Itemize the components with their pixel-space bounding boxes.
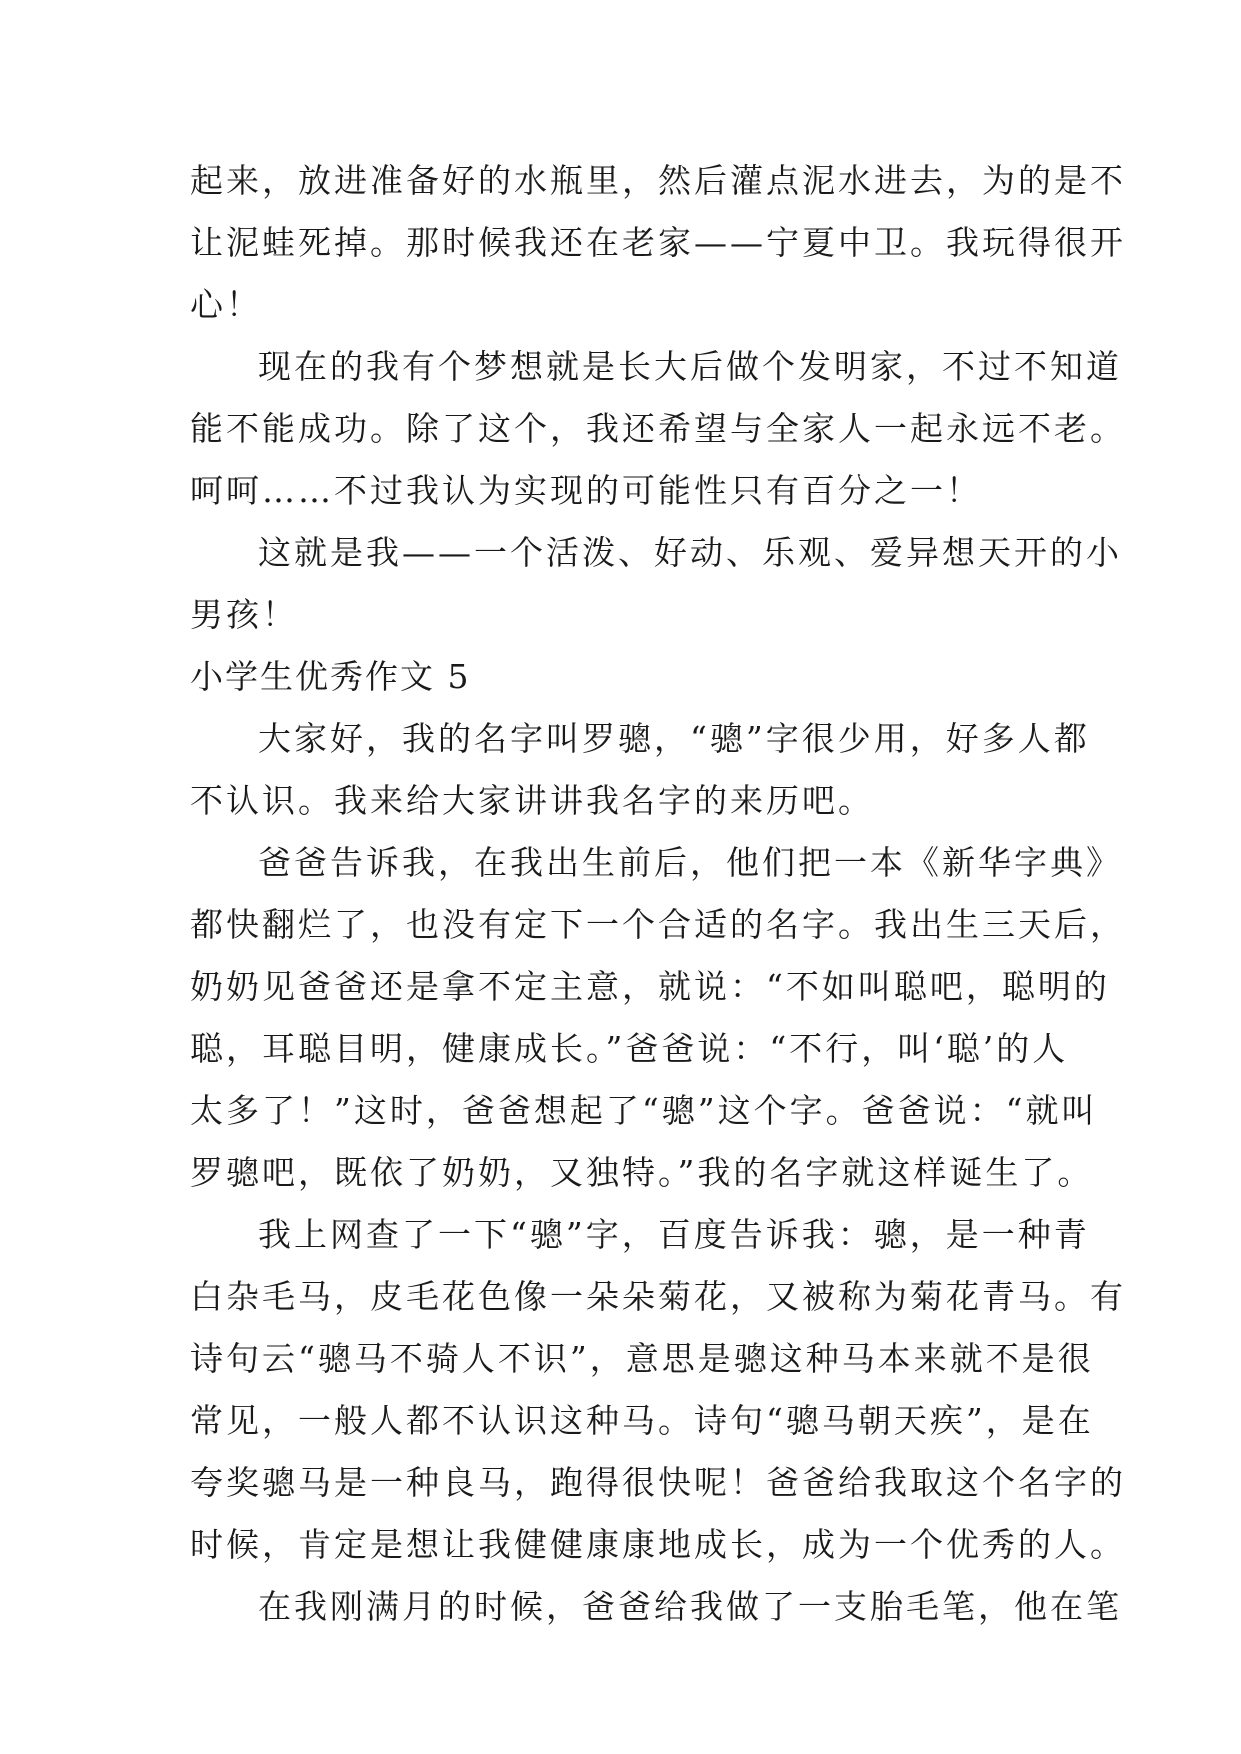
- text-line: 诗句云“骢马不骑人不识”，意思是骢这种马本来就不是很: [190, 1339, 1094, 1378]
- text-line: 呵呵……不过我认为实现的可能性只有百分之一！: [190, 471, 982, 510]
- text-line: 都快翻烂了，也没有定下一个合适的名字。我出生三天后，: [190, 905, 1126, 944]
- section-heading: 小学生优秀作文 5: [190, 657, 471, 696]
- paragraph-start-line: 大家好，我的名字叫罗骢，“骢”字很少用，好多人都: [258, 719, 1090, 758]
- text-line: 奶奶见爸爸还是拿不定主意，就说：“不如叫聪吧，聪明的: [190, 967, 1110, 1006]
- paragraph-start-line: 爸爸告诉我，在我出生前后，他们把一本《新华字典》: [258, 843, 1122, 882]
- text-line: 聪，耳聪目明，健康成长。”爸爸说：“不行，叫‘聪’的人: [190, 1029, 1069, 1068]
- text-line: 罗骢吧，既依了奶奶，又独特。”我的名字就这样诞生了。: [190, 1153, 1094, 1192]
- text-line: 能不能成功。除了这个，我还希望与全家人一起永远不老。: [190, 409, 1126, 448]
- paragraph-start-line: 我上网查了一下“骢”字，百度告诉我：骢，是一种青: [258, 1215, 1090, 1254]
- text-line: 让泥蛙死掉。那时候我还在老家——宁夏中卫。我玩得很开: [190, 223, 1126, 262]
- text-line: 不认识。我来给大家讲讲我名字的来历吧。: [190, 781, 874, 820]
- text-line: 白杂毛马，皮毛花色像一朵朵菊花，又被称为菊花青马。有: [190, 1277, 1126, 1316]
- text-line: 起来，放进准备好的水瓶里，然后灌点泥水进去，为的是不: [190, 161, 1126, 200]
- text-line: 太多了！”这时，爸爸想起了“骢”这个字。爸爸说：“就叫: [190, 1091, 1098, 1130]
- text-line: 心！: [190, 285, 262, 324]
- text-line: 常见，一般人都不认识这种马。诗句“骢马朝天疾”，是在: [190, 1401, 1094, 1440]
- paragraph-start-line: 现在的我有个梦想就是长大后做个发明家，不过不知道: [258, 347, 1122, 386]
- text-line: 夸奖骢马是一种良马，跑得很快呢！爸爸给我取这个名字的: [190, 1463, 1126, 1502]
- text-line: 时候，肯定是想让我健健康康地成长，成为一个优秀的人。: [190, 1525, 1126, 1564]
- paragraph-start-line: 在我刚满月的时候，爸爸给我做了一支胎毛笔，他在笔: [258, 1587, 1122, 1626]
- document-body: [190, 150, 1126, 1638]
- text-line: 男孩！: [190, 595, 298, 634]
- paragraph-start-line: 这就是我——一个活泼、好动、乐观、爱异想天开的小: [258, 533, 1122, 572]
